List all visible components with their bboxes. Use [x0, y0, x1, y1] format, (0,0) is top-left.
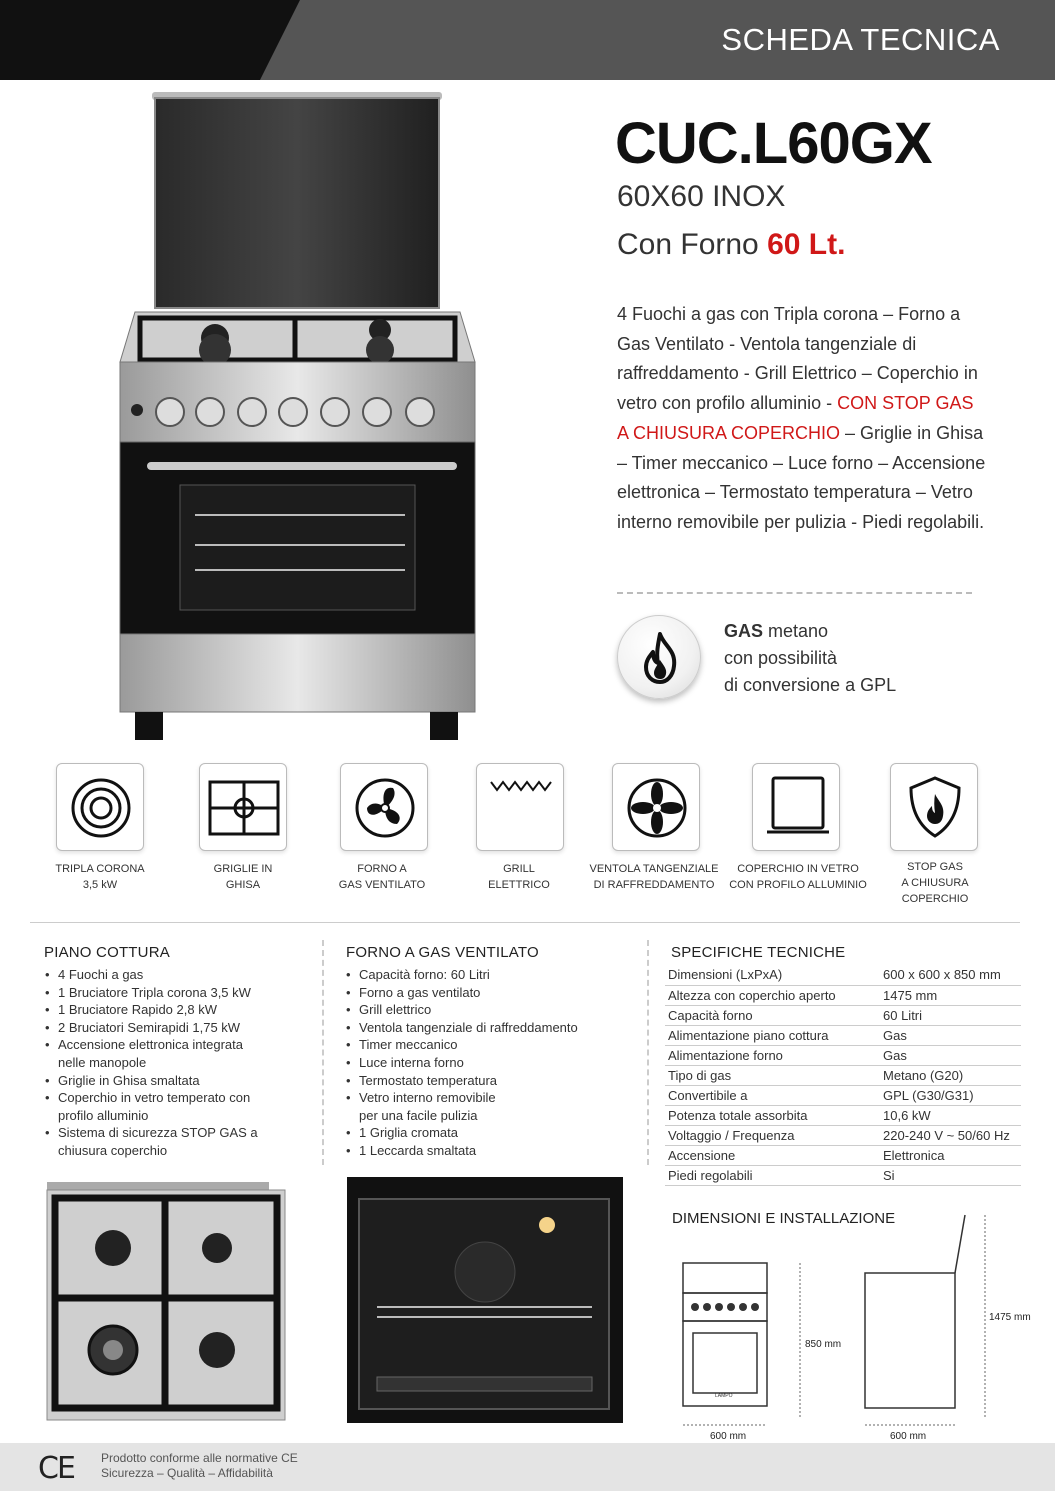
column-divider: [322, 940, 324, 1165]
forno-title: FORNO A GAS VENTILATO: [346, 944, 539, 961]
feature-label-grates: [168, 861, 318, 893]
dimensions-drawing: [665, 1213, 1045, 1448]
list-item: • Griglie in Ghisa smaltata: [45, 1072, 270, 1090]
list-item: • Grill elettrico: [346, 1001, 626, 1019]
forno-list: [346, 966, 626, 1160]
height-closed-label: 850 mm: [805, 1339, 842, 1350]
feature-line: VENTOLA TANGENZIALE: [589, 863, 719, 875]
feature-line: A CHIUSURA: [901, 877, 969, 889]
spec-value: Elettronica: [880, 1145, 1021, 1165]
feature-line: COPERCHIO IN VETRO: [737, 863, 859, 875]
header-title: SCHEDA TECNICA: [721, 22, 1000, 57]
table-row: [665, 965, 1021, 985]
feature-label-stop-gas: [860, 859, 1010, 907]
model-size: 60X60 INOX: [617, 180, 786, 213]
triple-crown-burner-icon: [56, 763, 144, 851]
spec-key: Tipo di gas: [665, 1065, 880, 1085]
cast-iron-grate-icon: [199, 763, 287, 851]
list-item: • 2 Bruciatori Semirapidi 1,75 kW: [45, 1019, 270, 1037]
feature-line: GHISA: [225, 879, 261, 891]
spec-key: Convertibile a: [665, 1085, 880, 1105]
piano-cottura-list: [45, 966, 270, 1160]
spec-value: Si: [880, 1165, 1021, 1185]
feature-line: 3,5 kW: [82, 879, 118, 891]
dimensioni-title: DIMENSIONI E INSTALLAZIONE: [672, 1210, 896, 1227]
spec-value: Gas: [880, 1025, 1021, 1045]
gas-line1: metano: [763, 621, 829, 641]
feature-label-fan-oven: [307, 861, 457, 893]
grill-element-icon: [476, 763, 564, 851]
spec-table: [665, 965, 1021, 1186]
table-row: [665, 1125, 1021, 1145]
list-item: • 1 Bruciatore Rapido 2,8 kW: [45, 1001, 270, 1019]
dashed-divider: [617, 592, 972, 594]
column-divider: [647, 940, 649, 1165]
list-item: • Vetro interno removibile per una facile pulizia: [346, 1089, 511, 1124]
table-row: [665, 1145, 1021, 1165]
product-image: [115, 90, 485, 750]
spec-value: Gas: [880, 1045, 1021, 1065]
hob-photo: [45, 1178, 290, 1423]
list-item: • Sistema di sicurezza STOP GAS a chiusura coperchio: [45, 1124, 270, 1159]
list-item: • Forno a gas ventilato: [346, 984, 626, 1002]
height-open-label: 1475 mm: [989, 1312, 1031, 1323]
table-row: [665, 1005, 1021, 1025]
spec-value: 220-240 V ~ 50/60 Hz: [880, 1125, 1021, 1145]
list-item: • Timer meccanico: [346, 1036, 626, 1054]
footer-line1: Prodotto conforme alle normative CE: [101, 1451, 298, 1465]
footer-text: [101, 1451, 298, 1481]
spec-value: 60 Litri: [880, 1005, 1021, 1025]
spec-key: Piedi regolabili: [665, 1165, 880, 1185]
spec-key: Potenza totale assorbita: [665, 1105, 880, 1125]
feature-line: GAS VENTILATO: [338, 879, 426, 891]
table-row: [665, 1025, 1021, 1045]
list-item: • Accensione elettronica integrata nelle manopole: [45, 1036, 270, 1071]
table-row: [665, 985, 1021, 1005]
spec-key: Capacità forno: [665, 1005, 880, 1025]
feature-line: GRILL: [503, 863, 535, 875]
list-item: • Luce interna forno: [346, 1054, 626, 1072]
oven-capacity-line: [617, 228, 845, 262]
feature-line: CON PROFILO ALLUMINIO: [729, 879, 867, 891]
list-item: • 1 Leccarda smaltata: [346, 1142, 626, 1160]
gas-bold: GAS: [724, 621, 764, 641]
list-item: • Ventola tangenziale di raffreddamento: [346, 1019, 626, 1037]
flame-icon: [618, 616, 702, 700]
gas-info: [724, 618, 896, 699]
spec-key: Dimensioni (LxPxA): [665, 965, 880, 985]
table-row: [665, 1085, 1021, 1105]
oven-interior-photo: [347, 1177, 623, 1423]
section-divider: [30, 922, 1020, 923]
spec-key: Altezza con coperchio aperto: [665, 985, 880, 1005]
spec-value: 10,6 kW: [880, 1105, 1021, 1125]
table-row: [665, 1105, 1021, 1125]
gas-line3: di conversione a GPL: [724, 675, 897, 695]
feature-line: DI RAFFREDDAMENTO: [593, 879, 715, 891]
feature-line: ELETTRICO: [488, 879, 550, 891]
list-item: • Coperchio in vetro temperato con profilo alluminio: [45, 1089, 270, 1124]
spec-key: Alimentazione piano cottura: [665, 1025, 880, 1045]
feature-line: FORNO A: [357, 863, 407, 875]
feature-label-triple-crown: [25, 861, 175, 893]
fan-icon: [340, 763, 428, 851]
table-row: [665, 1165, 1021, 1185]
list-item: • 1 Bruciatore Tripla corona 3,5 kW: [45, 984, 270, 1002]
description-highlight: CON STOP GAS A CHIUSURA COPERCHIO: [617, 393, 974, 443]
piano-cottura-title: PIANO COTTURA: [44, 944, 170, 961]
description-part2: – Griglie in Ghisa – Timer meccanico – Luce forno – Accensione elettronica – Termostato temperatura – Vetro interno removibile per pulizia - Piedi regolabili.: [617, 422, 986, 532]
shield-flame-icon: [890, 763, 978, 851]
header-black-wedge: [0, 0, 300, 80]
spec-value: Metano (G20): [880, 1065, 1021, 1085]
spec-value: 600 x 600 x 850 mm: [880, 965, 1021, 985]
description-part1: 4 Fuochi a gas con Tripla corona – Forno a Gas Ventilato - Ventola tangenziale di raffreddamento - Grill Elettrico – Coperchio in vetro con profilo alluminio -: [617, 304, 978, 414]
width-side-label: 600 mm: [890, 1431, 927, 1442]
footer-line2: Sicurezza – Qualità – Affidabilità: [101, 1466, 273, 1480]
table-row: [665, 1065, 1021, 1085]
feature-line: COPERCHIO: [901, 893, 969, 905]
spec-key: Voltaggio / Frequenza: [665, 1125, 880, 1145]
feature-label-glass-lid: [723, 861, 873, 893]
glass-lid-icon: [752, 763, 840, 851]
table-row: [665, 1045, 1021, 1065]
model-code: CUC.L60GX: [615, 111, 932, 176]
oven-capacity: 60 Lt.: [767, 228, 846, 261]
list-item: • Termostato temperatura: [346, 1072, 626, 1090]
ce-mark: CE: [38, 1451, 74, 1486]
feature-line: TRIPLA CORONA: [55, 863, 145, 875]
gas-line2: con possibilità: [724, 648, 838, 668]
list-item: • Capacità forno: 60 Litri: [346, 966, 626, 984]
specifiche-title: SPECIFICHE TECNICHE: [671, 944, 846, 961]
spec-value: GPL (G30/G31): [880, 1085, 1021, 1105]
spec-key: Accensione: [665, 1145, 880, 1165]
feature-label-grill: [444, 861, 594, 893]
flame-badge: [617, 615, 701, 699]
list-item: • 1 Griglia cromata: [346, 1124, 626, 1142]
width-front-label: 600 mm: [710, 1431, 747, 1442]
feature-line: GRIGLIE IN: [213, 863, 273, 875]
product-description: [617, 300, 987, 538]
spec-value: 1475 mm: [880, 985, 1021, 1005]
feature-line: STOP GAS: [907, 861, 963, 873]
brand-mark: LAMPO: [715, 1393, 733, 1399]
list-item: • 4 Fuochi a gas: [45, 966, 270, 984]
oven-prefix: Con Forno: [617, 228, 768, 261]
cooling-fan-icon: [612, 763, 700, 851]
feature-label-cooling-fan: [579, 861, 729, 893]
spec-key: Alimentazione forno: [665, 1045, 880, 1065]
